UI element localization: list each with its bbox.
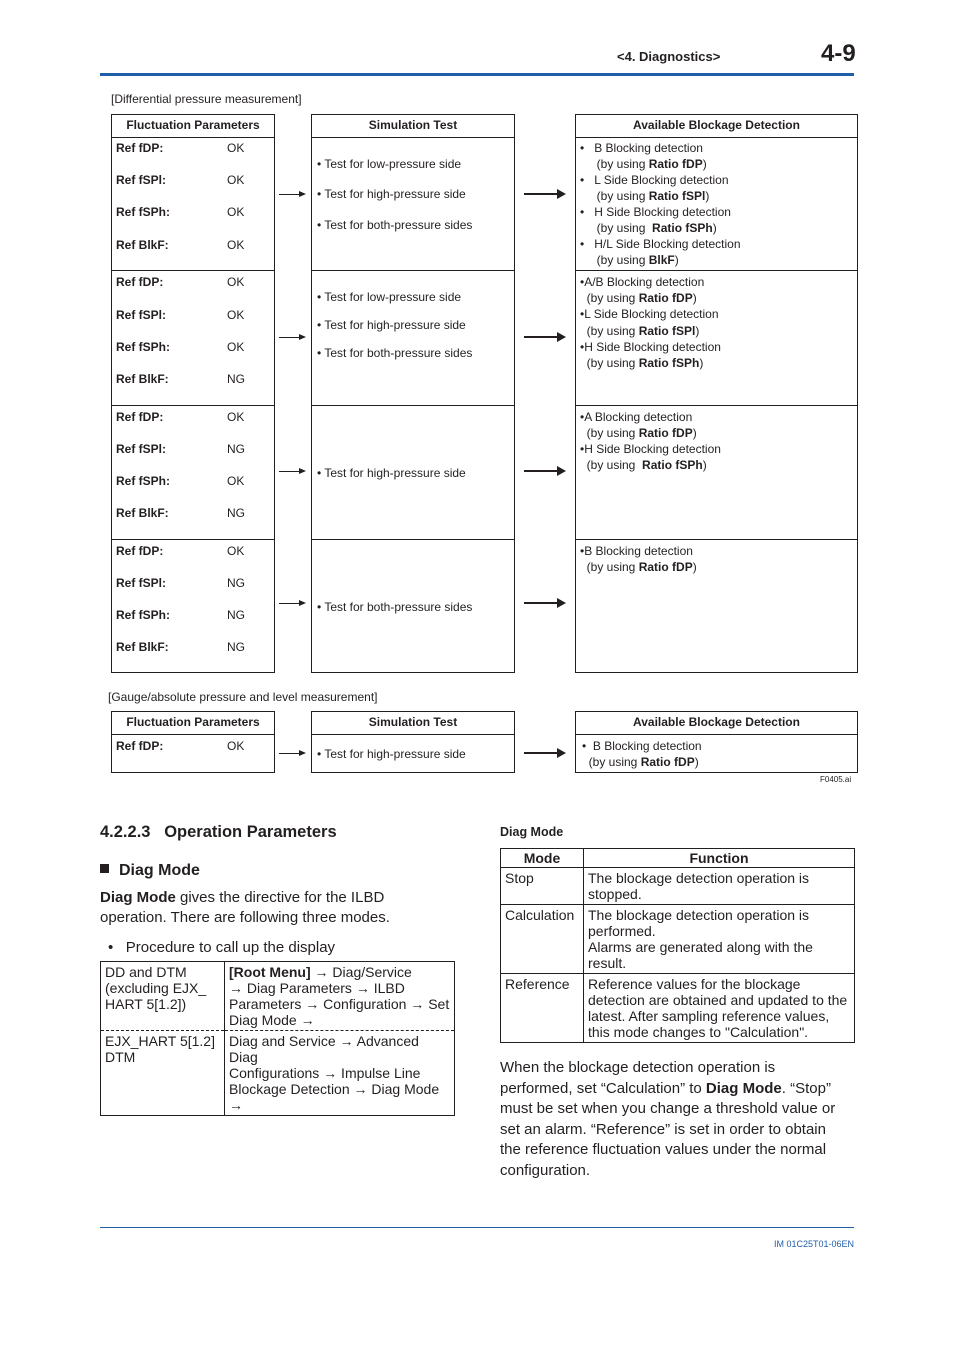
detect-text: ): [702, 157, 707, 171]
param-label: Ref BlkF:: [116, 372, 169, 386]
fluct-header: Fluctuation Parameters: [112, 115, 274, 138]
detect-text: ): [692, 291, 697, 305]
param-value: OK: [227, 410, 245, 424]
sim-header: Simulation Test: [312, 712, 514, 735]
closing-paragraph: [500, 1058, 860, 1181]
cell-line: →: [229, 1097, 243, 1113]
detect-text: (by using: [580, 253, 649, 267]
cell-line: Reference values for the blockage: [588, 976, 801, 992]
fluct-header: Fluctuation Parameters: [112, 712, 274, 735]
param-label: Ref fDP:: [116, 275, 164, 289]
cell-line: detection are obtained and updated to the: [588, 992, 848, 1008]
cell-line: Diag Mode →: [229, 1012, 315, 1028]
function-cell: [584, 868, 855, 905]
detect-bold: Ratio fDP: [648, 157, 703, 171]
detect-text: ): [699, 356, 704, 370]
divider: [312, 539, 514, 540]
detect-bold: Ratio fSPl: [648, 189, 706, 203]
detect-text: (by using: [580, 157, 649, 171]
function-cell: [584, 905, 855, 974]
gauge-detection-box: [575, 711, 858, 773]
available-detection-column: [575, 114, 858, 673]
detect-text: •B Blocking detection: [580, 544, 693, 558]
paragraph-text: performed, set “Calculation” to: [500, 1079, 706, 1097]
cell-line: latest. After sampling reference values,: [588, 1008, 830, 1024]
mode-cell: Stop: [501, 868, 584, 905]
right-arrow-icon: [279, 337, 304, 338]
divider: [312, 405, 514, 406]
detect-line: [580, 220, 717, 236]
detect-bold: Ratio fDP: [640, 755, 695, 769]
detect-bold: Ratio fSPh: [638, 356, 700, 370]
intro-bold: Diag Mode: [100, 889, 176, 906]
param-value: OK: [227, 238, 245, 252]
param-label: Ref fSPh:: [116, 205, 170, 219]
figure-caption-gauge: [Gauge/absolute pressure and level measurement]: [108, 690, 378, 704]
detect-text: (by using: [580, 221, 653, 235]
right-arrow-icon: [279, 194, 304, 195]
detect-line: [580, 274, 704, 290]
gauge-simulation-box: [311, 711, 515, 773]
table-row: [101, 962, 455, 1031]
root-menu: [Root Menu]: [229, 964, 311, 980]
procedure-table: [100, 961, 455, 1116]
cell-line: (excluding EJX_: [105, 980, 207, 996]
param-label: Ref fSPl:: [116, 442, 167, 456]
sim-test: • Test for high-pressure side: [317, 466, 466, 480]
sim-test: • Test for both-pressure sides: [317, 218, 473, 232]
param-label: Ref fSPh:: [116, 340, 170, 354]
detect-line: [580, 140, 703, 156]
table-row: [101, 1031, 455, 1116]
right-arrow-icon: [524, 602, 564, 604]
paragraph-line: must be set when you change a threshold value or: [500, 1100, 836, 1117]
detect-line: [582, 738, 702, 754]
detect-text: • L Side Blocking detection: [580, 173, 729, 187]
detect-line: [580, 543, 693, 559]
tool-cell: [101, 1031, 225, 1116]
detect-text: (by using: [580, 189, 649, 203]
mode-cell: Reference: [501, 974, 584, 1043]
param-value: NG: [227, 640, 245, 654]
detect-line: [580, 441, 721, 457]
param-value: OK: [227, 141, 245, 155]
param-label: Ref BlkF:: [116, 506, 169, 520]
divider: [312, 270, 514, 271]
detect-text: •A/B Blocking detection: [580, 275, 705, 289]
detect-line: [580, 306, 719, 322]
column-header: Function: [584, 849, 855, 868]
detect-line: [580, 339, 721, 355]
detect-text: • H Side Blocking detection: [580, 205, 731, 219]
param-value: OK: [227, 205, 245, 219]
paragraph-line: [500, 1079, 860, 1100]
detect-text: • H/L Side Blocking detection: [580, 237, 741, 251]
figure-caption-differential: [Differential pressure measurement]: [111, 92, 302, 106]
paragraph-line: set an alarm. “Reference” is set in order to obtain: [500, 1120, 826, 1138]
cell-line: result.: [588, 955, 627, 971]
param-label: Ref fSPl:: [116, 308, 167, 322]
right-arrow-icon: [524, 752, 564, 754]
right-arrow-icon: [524, 336, 564, 338]
param-label: Ref fSPh:: [116, 474, 170, 488]
path-cell: [225, 1031, 455, 1116]
tool-cell: [101, 962, 225, 1031]
param-label: Ref fSPh:: [116, 608, 170, 622]
cell-line: this mode changes to "Calculation".: [588, 1024, 809, 1040]
detect-line: [580, 559, 697, 575]
right-arrow-icon: [524, 470, 564, 472]
detect-bold: Ratio fDP: [638, 560, 693, 574]
detect-text: ): [694, 755, 699, 769]
detect-bold: Ratio fSPl: [638, 324, 696, 338]
cell-line: DTM: [105, 1049, 136, 1065]
intro-text: gives the directive for the ILBD: [175, 889, 385, 906]
detect-text: ): [705, 189, 710, 203]
param-value: NG: [227, 608, 245, 622]
divider: [112, 405, 274, 406]
param-label: Ref BlkF:: [116, 640, 169, 654]
divider: [576, 405, 857, 406]
detect-text: (by using: [580, 324, 639, 338]
table-header-row: [501, 849, 855, 868]
divider: [576, 270, 857, 271]
path-cell: [225, 962, 455, 1031]
paragraph-line: When the blockage detection operation is: [500, 1059, 776, 1076]
right-arrow-icon: [279, 603, 304, 604]
cell-line: EJX_HART 5[1.2]: [105, 1033, 215, 1049]
sim-test: • Test for low-pressure side: [317, 157, 462, 171]
detect-line: [580, 156, 707, 172]
param-value: OK: [227, 739, 245, 753]
detect-text: (by using: [580, 291, 639, 305]
detect-line: [580, 323, 699, 339]
detect-line: [580, 409, 692, 425]
detect-text: • B Blocking detection: [582, 739, 702, 753]
detect-text: ): [692, 426, 697, 440]
intro-line: [100, 888, 384, 909]
column-header: Mode: [501, 849, 584, 868]
square-bullet-icon: [100, 864, 109, 873]
detect-bold: Ratio fSPh: [642, 458, 703, 472]
param-value: OK: [227, 173, 245, 187]
sim-test: • Test for high-pressure side: [317, 747, 466, 761]
detect-text: ): [695, 324, 700, 338]
param-value: OK: [227, 308, 245, 322]
detect-text: ): [702, 458, 707, 472]
mode-cell: Calculation: [501, 905, 584, 974]
cell-line: → Diag Parameters → ILBD: [229, 980, 405, 996]
section-title: 4.2.2.3 Operation Parameters: [100, 823, 337, 841]
cell-line: Diag and Service → Advanced Diag: [229, 1033, 419, 1065]
detect-text: •L Side Blocking detection: [580, 307, 719, 321]
right-arrow-icon: [279, 471, 304, 472]
param-label: Ref BlkF:: [116, 238, 169, 252]
detect-line: [580, 290, 697, 306]
right-arrow-icon: [279, 753, 304, 754]
figure-id: F0405.ai: [820, 775, 852, 784]
param-label: Ref fSPl:: [116, 173, 167, 187]
detect-text: (by using: [580, 560, 639, 574]
detect-text: (by using: [580, 356, 639, 370]
cell-line: Configurations → Impulse Line: [229, 1065, 421, 1081]
detect-bold: Ratio fDP: [638, 426, 693, 440]
sim-test: • Test for high-pressure side: [317, 318, 466, 332]
paragraph-line: the reference fluctuation values under the normal: [500, 1141, 827, 1158]
detect-line: [580, 252, 679, 268]
diag-mode-table: [500, 848, 855, 1043]
param-label: Ref fSPl:: [116, 576, 167, 590]
detect-text: ): [712, 221, 717, 235]
detect-line: [582, 754, 699, 770]
detect-bold: Ratio fDP: [638, 291, 693, 305]
detect-text: (by using: [582, 755, 641, 769]
param-label: Ref fDP:: [116, 410, 164, 424]
sim-test: • Test for both-pressure sides: [317, 346, 473, 360]
simulation-test-column: [311, 114, 515, 673]
header-rule: [100, 73, 854, 76]
param-value: NG: [227, 576, 245, 590]
detect-line: [580, 204, 731, 220]
detect-line: [580, 172, 729, 188]
divider: [112, 270, 274, 271]
sim-test: • Test for both-pressure sides: [317, 600, 473, 614]
detect-line: [580, 457, 707, 473]
divider: [112, 539, 274, 540]
detect-text: •H Side Blocking detection: [580, 340, 721, 354]
procedure-bullet: • Procedure to call up the display: [108, 939, 336, 956]
cell-line: DD and DTM: [105, 964, 187, 980]
detect-line: [580, 236, 741, 252]
page-number: 4-9: [821, 40, 856, 67]
gauge-fluctuation-box: [111, 711, 275, 773]
sim-test: • Test for low-pressure side: [317, 290, 462, 304]
detect-text: •A Blocking detection: [580, 410, 693, 424]
right-arrow-icon: [524, 193, 564, 195]
detect-text: •H Side Blocking detection: [580, 442, 721, 456]
detect-text: ): [692, 560, 697, 574]
param-value: NG: [227, 372, 245, 386]
document-number: IM 01C25T01-06EN: [773, 1239, 854, 1249]
divider: [576, 539, 857, 540]
paragraph-bold: Diag Mode: [705, 1079, 782, 1097]
param-label: Ref fDP:: [116, 141, 164, 155]
param-value: NG: [227, 506, 245, 520]
intro-line-2: operation. There are following three modes.: [100, 909, 390, 926]
param-value: NG: [227, 442, 245, 456]
avail-header: Available Blockage Detection: [576, 712, 857, 735]
detect-text: • B Blocking detection: [580, 141, 703, 155]
subheading: [100, 862, 200, 880]
param-label: Ref fDP:: [116, 739, 164, 753]
param-value: OK: [227, 340, 245, 354]
param-value: OK: [227, 544, 245, 558]
paragraph-line: configuration.: [500, 1161, 591, 1179]
header-section: <4. Diagnostics>: [617, 49, 721, 64]
table-row: [501, 974, 855, 1043]
param-value: OK: [227, 474, 245, 488]
sim-test: • Test for high-pressure side: [317, 187, 466, 201]
table-row: [501, 868, 855, 905]
param-label: Ref fDP:: [116, 544, 164, 558]
cell-line: Alarms are generated along with the: [588, 939, 813, 955]
table-caption: Diag Mode: [500, 825, 564, 839]
cell-line: Blockage Detection → Diag Mode: [229, 1081, 440, 1097]
cell-line: [229, 964, 450, 980]
function-cell: [584, 974, 855, 1043]
sim-header: Simulation Test: [312, 115, 514, 138]
detect-line: [580, 355, 703, 371]
detect-text: (by using: [580, 458, 643, 472]
detect-bold: BlkF: [648, 253, 675, 267]
detect-line: [580, 425, 697, 441]
footer-rule: [100, 1227, 854, 1228]
detect-text: ): [674, 253, 679, 267]
detect-text: (by using: [580, 426, 639, 440]
param-value: OK: [227, 275, 245, 289]
cell-line: The blockage detection operation is: [588, 870, 810, 886]
cell-text: → Diag/Service: [310, 964, 412, 980]
detect-line: [580, 188, 709, 204]
cell-line: Parameters → Configuration → Set: [229, 996, 450, 1012]
cell-line: The blockage detection operation is: [588, 907, 810, 923]
detect-bold: Ratio fSPh: [652, 221, 713, 235]
paragraph-text: . “Stop”: [781, 1079, 831, 1097]
table-row: [501, 905, 855, 974]
subheading-text: Diag Mode: [119, 862, 200, 879]
avail-header: Available Blockage Detection: [576, 115, 857, 138]
fluctuation-parameters-column: [111, 114, 275, 673]
cell-line: HART 5[1.2]): [105, 996, 187, 1012]
cell-line: performed.: [588, 923, 656, 939]
cell-line: stopped.: [588, 886, 642, 902]
